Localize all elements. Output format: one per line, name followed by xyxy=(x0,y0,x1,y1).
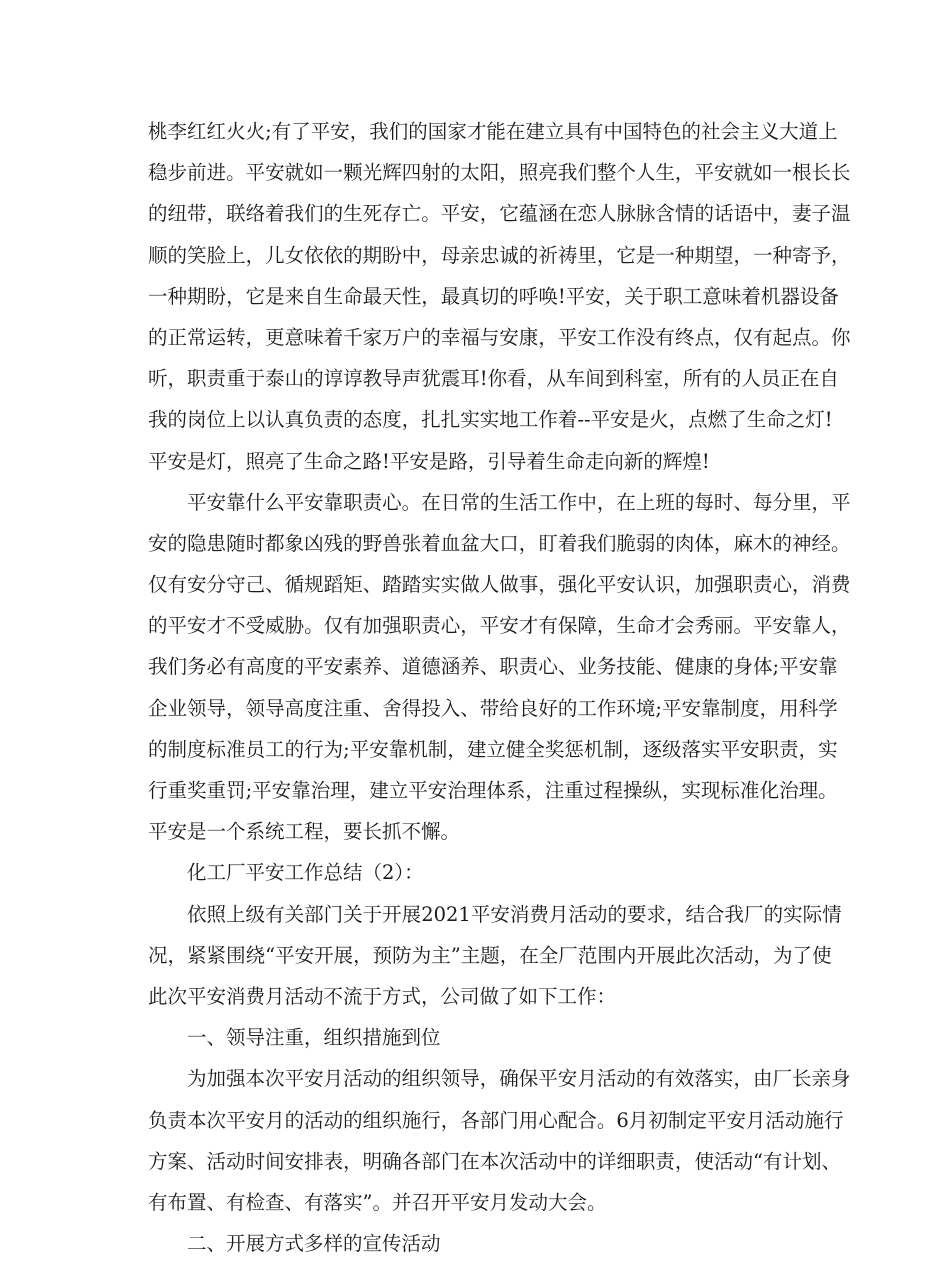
text-line: 我 的 岗 位 上 以 认 真 负 责 的 态 度 ， 扎 扎 实 实 地 工 作 着 - - 平 安 是 火 ， 点 燃 了 生 命 之 灯 ! xyxy=(148,408,833,432)
text-line: 一 种 期 盼 ， 它 是 来 自 生 命 最 天 性 ， 最 真 切 的 呼 唤 ! 平 安 ， 关 于 职 工 意 味 着 机 器 设 备 xyxy=(148,284,839,308)
text-line: 安 的 隐 患 随 时 都 象 凶 残 的 野 兽 张 着 血 盆 大 口 ， 盯 着 我 们 脆 弱 的 肉 体 ， 麻 木 的 神 经 。 xyxy=(148,531,851,555)
text-line: 的 制 度 标 准 员 工 的 行 为 ; 平 安 靠 机 制 ， 建 立 健 全 奖 惩 机 制 ， 逐 级 落 实 平 安 职 责 ， 实 xyxy=(148,737,838,761)
text-line: 此次平安消费月活动不流于方式，公司做了如下工作： xyxy=(148,984,617,1008)
text-line: 企 业 领 导 ， 领 导 高 度 注 重 、 舍 得 投 入 、 带 给 良 好 的 工 作 环 境 ; 平 安 靠 制 度 ， 用 科 学 xyxy=(148,696,838,720)
text-line: 桃 李 红 红 火 火 ; 有 了 平 安 ， 我 们 的 国 家 才 能 在 建 立 具 有 中 国 特 色 的 社 会 主 义 大 道 上 xyxy=(148,120,838,143)
text-line: 的 平 安 才 不 受 威 胁 。 仅 有 加 强 职 责 心 ， 平 安 才 有 保 障 ， 生 命 才 会 秀 丽 。 平 安 靠 人 ， xyxy=(148,614,851,638)
text-line: 我 们 务 必 有 高 度 的 平 安 素 养 、 道 德 涵 养 、 职 责 心 、 业 务 技 能 、 健 康 的 身 体 ; 平 安 靠 xyxy=(148,655,838,679)
text-line: 的 纽 带 ， 联 络 着 我 们 的 生 死 存 亡 。 平 安 ， 它 蕴 涵 在 恋 人 脉 脉 含 情 的 话 语 中 ， 妻 子 温 xyxy=(148,202,851,226)
text-line: 有布置、有检查、有落实”。并召开平安月发动大会。 xyxy=(148,1190,607,1214)
text-line: 依 照 上 级 有 关 部 门 关 于 开 展 2021 平 安 消 费 月 活 动 的 要 求 ， 结 合 我 厂 的 实 际 情 xyxy=(187,902,842,926)
text-line: 的 正 常 运 转 ， 更 意 味 着 千 家 万 户 的 幸 福 与 安 康 ， 平 安 工 作 没 有 终 点 ， 仅 有 起 点 。 你 xyxy=(148,325,851,349)
text-line: 平安是灯，照亮了生命之路!平安是路，引导着生命走向新的辉煌! xyxy=(148,449,710,473)
text-line: 听 ， 职 责 重 于 泰 山 的 谆 谆 教 导 声 犹 震 耳 ! 你 看 ， 从 车 间 到 科 室 ， 所 有 的 人 员 正 在 自 xyxy=(148,367,839,391)
text-line: 为 加 强 本 次 平 安 月 活 动 的 组 织 领 导 ， 确 保 平 安 月 活 动 的 有 效 落 实 ， 由 厂 长 亲 身 xyxy=(187,1067,851,1091)
text-line: 平 安 靠 什 么 平 安 靠 职 责 心 。 在 日 常 的 生 活 工 作 中 ， 在 上 班 的 每 时 、 每 分 里 ， 平 xyxy=(187,490,851,514)
text-line: 仅 有 安 分 守 己 、 循 规 蹈 矩 、 踏 踏 实 实 做 人 做 事 ， 强 化 平 安 认 识 ， 加 强 职 责 心 ， 消 费 xyxy=(148,573,851,597)
text-line: 二、开展方式多样的宣传活动 xyxy=(187,1232,441,1256)
text-line: 一、领导注重，组织措施到位 xyxy=(187,1026,441,1050)
text-line: 顺 的 笑 脸 上 ， 儿 女 依 依 的 期 盼 中 ， 母 亲 忠 诚 的 祈 祷 里 ， 它 是 一 种 期 望 ， 一 种 寄 予 ， xyxy=(148,243,851,267)
text-line: 负 责 本 次 平 安 月 的 活 动 的 组 织 施 行 ， 各 部 门 用 心 配 合 。 6 月 初 制 定 平 安 月 活 动 施 行 xyxy=(148,1108,844,1132)
text-line: 方 案 、 活 动 时 间 安 排 表 ， 明 确 各 部 门 在 本 次 活 动 中 的 详 细 职 责 ， 使 活 动 “ 有 计 划 、 xyxy=(148,1149,842,1173)
text-line: 行 重 奖 重 罚 ; 平 安 靠 治 理 ， 建 立 平 安 治 理 体 系 ， 注 重 过 程 操 纵 ， 实 现 标 准 化 治 理 。 xyxy=(148,779,838,802)
text-line: 稳 步 前 进 。 平 安 就 如 一 颗 光 辉 四 射 的 太 阳 ， 照 亮 我 们 整 个 人 生 ， 平 安 就 如 一 根 长 长 xyxy=(148,161,851,185)
text-line: 化工厂平安工作总结（2）： xyxy=(187,861,424,885)
text-line: 况 ， 紧 紧 围 绕 “ 平 安 开 展 ， 预 防 为 主 ” 主 题 ， 在 全 厂 范 围 内 开 展 此 次 活 动 ， 为 了 使 xyxy=(148,943,832,967)
document-body xyxy=(148,111,851,1264)
text-line: 平安是一个系统工程，要长抓不懈。 xyxy=(148,820,461,844)
